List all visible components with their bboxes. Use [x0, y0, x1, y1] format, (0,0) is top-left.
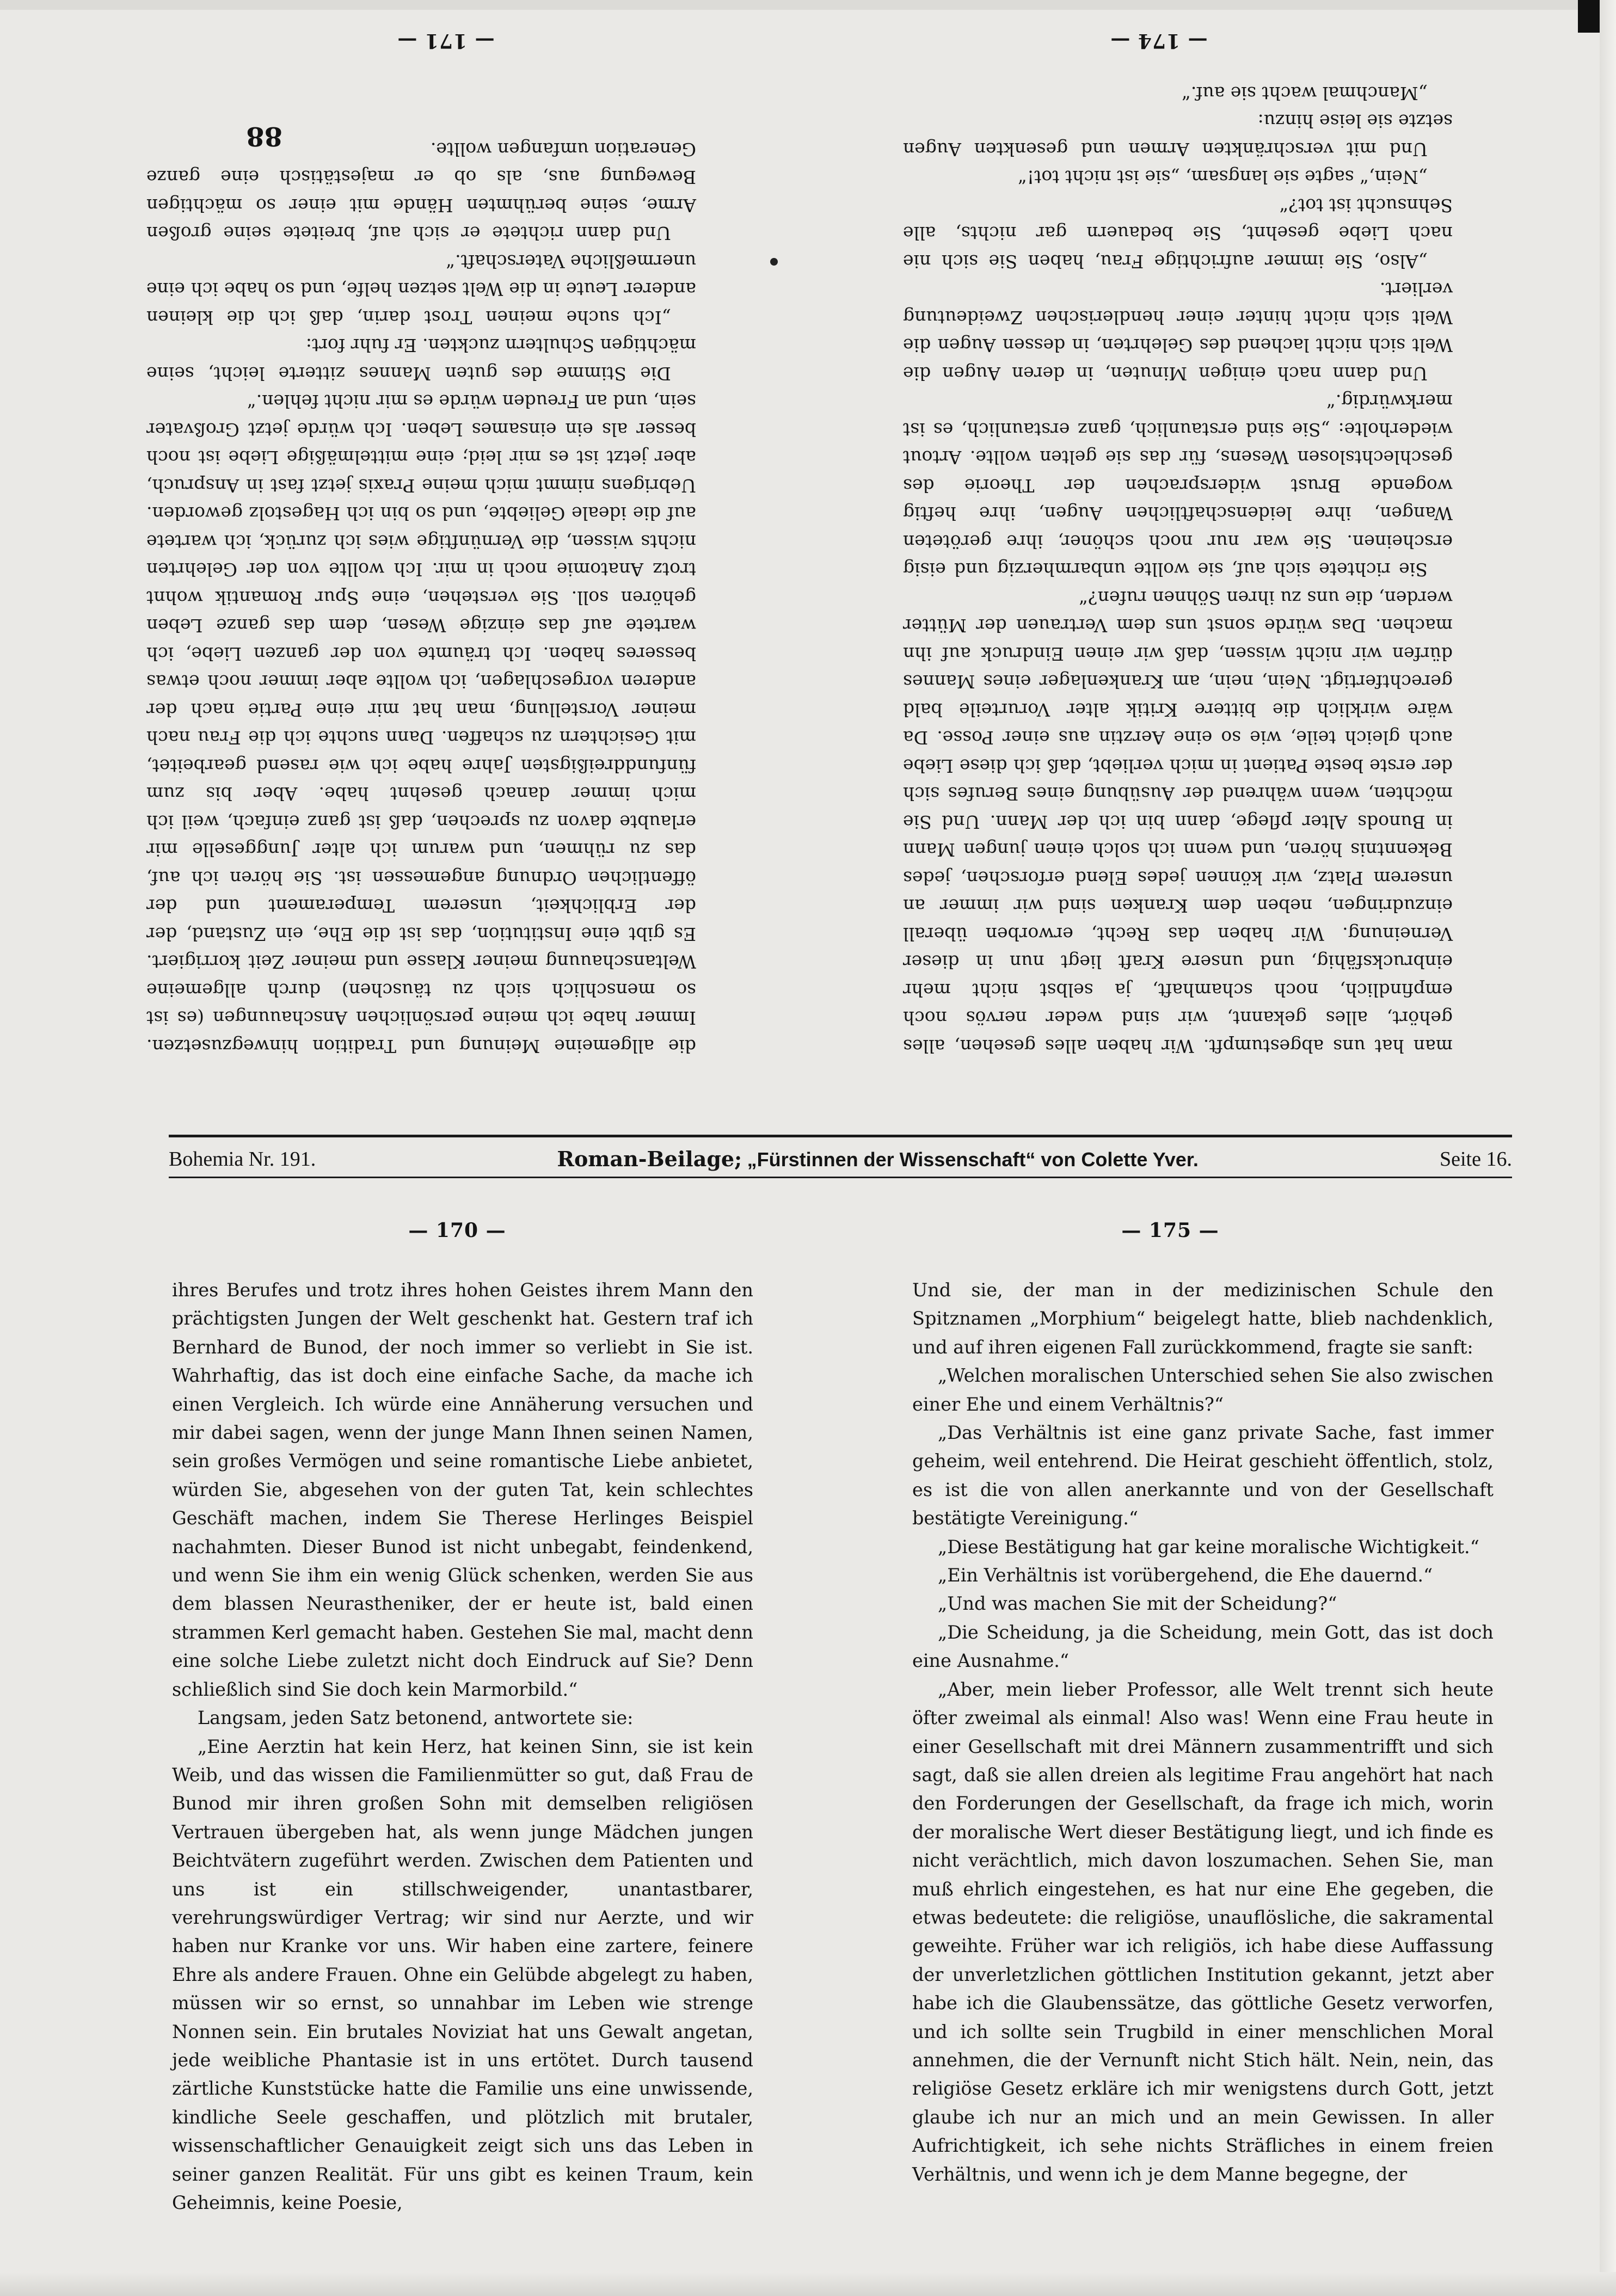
- paragraph: „Die Scheidung, ja die Scheidung, mein Gott, das ist doch eine Ausnahme.“: [912, 1621, 1494, 1672]
- paragraph: „Aber, mein lieber Professor, alle Welt trennt sich heute öfter zweimal als einmal! Also was! Wenn eine Frau heute in einer Gesellschaft mit drei Männern zusammentrifft und sich sagt, daß sie allen dreien als legitime Frau angehört hat nach den Forderungen der Gesellschaft, da frage ich mich, worin der moralische Wert dieser Bestätigung liegt, und ich finde es nicht verächtlich, mich davon loszumachen. Sehen Sie, man muß ehrlich eingestehen, es hat nur eine Ehe gegeben, die etwas bedeutete: die religiöse, unauflösliche, die sakramental geweihte. Früher war ich religiös, ich habe diese Auffassung der unverletzlichen göttlichen Institution gekannt, jetzt aber habe ich die Glaubenssätze, das göttliche Gesetz verworfen, und ich sollte sein Trugbild in einer menschlichen Moral annehmen, die der Vernunft nicht Stich hält. Nein, nein, das religiöse Gesetz erkläre ich mir wenigstens durch Gott, jetzt glaube ich nur an mich und an mein Gewissen. In aller Aufrichtigkeit, ich sehe nichts Sträfliches in einem freien Verhältnis, und wenn ich je dem Manne begegne, der: [912, 1678, 1494, 2185]
- paragraph: „Das Verhältnis ist eine ganz private Sache, fast immer geheim, weil entehrend. Die Heirat geschieht öffentlich, stolz, es ist die von allen anerkannte und von der Gesellschaft bestätigte Vereinigung.“: [912, 1422, 1494, 1529]
- paragraph: Und dann nach einigen Minuten, in deren Augen die Welt sich nicht lachend des Gelehrten, in dessen Augen die Welt sich nicht hinter einer hendlerischen Zweideutung verliert.: [903, 279, 1453, 384]
- paragraph: „Manchmal wacht sie auf.“: [1182, 83, 1428, 104]
- paragraph: Und mit verschränkten Armen und gesenkten Augen setzte sie leise hinzu:: [903, 110, 1453, 160]
- paragraph: „Und was machen Sie mit der Scheidung?“: [937, 1593, 1337, 1615]
- novel-title: „Fürstinnen der Wissenschaft“ von Colette Yver.: [747, 1148, 1199, 1171]
- issue-number: Bohemia Nr. 191.: [169, 1148, 316, 1171]
- paragraph: Langsam, jeden Satz betonend, antwortete sie:: [197, 1707, 634, 1729]
- paragraph: die allgemeine Meinung und Tradition hinwegzusetzen. Immer habe ich meine persönlichen Anschauungen (es ist so menschlich sich zu täuschen) durch allgemeine Weltanschauung meiner Klasse und meiner Zeit korrigiert. Es gibt eine Institution, das ist die Ehe, ein Zustand, der der Erblichkeit, unserem Temperament und der öffentlichen Ordnung angemessen ist. Sie hören ich auf, das zu rühmen, und warum ich alter Junggeselle mir erlaubte davon zu sprechen, daß ist ganz einfach, weil ich mich immer danach gesehnt habe. Aber bis zum fünfunddreißigsten Jahre habe ich wie rasend gearbeitet, mit Gesichtern zu schaffen. Dann suchte ich die Frau nach meiner Vorstellung, man hat mir eine Partie nach der anderen vorgeschlagen, ich wollte aber immer noch etwas besseres haben. Ich träumte von der ganzen Liebe, ich wartete auf das einzige Wesen, dem das ganze Leben gehören soll. Sie verstehen, eine Spur Romantik wohnt trotz Anatomie noch in mir. Ich wollte von der Gelehrten nichts wissen, die Vernünftige wies ich zurück, ich wartete auf die ideale Geliebte, und so bin ich Hagestolz geworden. Uebrigens nimmt mich meine Praxis jetzt fast in Anspruch, aber jetzt ist es mir leid; eine mittelmäßige Liebe ist noch besser als ein einsames Leben. Ich würde jetzt Großvater sein, und an Freuden würde es mir nicht fehlen.“: [146, 391, 696, 1057]
- series-title: Roman-Beilage;: [557, 1147, 742, 1171]
- paragraph: „Ein Verhältnis ist vorübergehend, die Ehe dauernd.“: [937, 1565, 1433, 1586]
- column-page-175: [912, 1276, 1494, 2189]
- paragraph: Und dann richtete er sich auf, breitete seine großen Arme, seine berühmten Hände mit einer so mächtigen Bewegung aus, als ob er majestätisch eine ganze Generation umfangen wollte.: [146, 139, 696, 244]
- paragraph: „Diese Bestätigung hat gar keine moralische Wichtigkeit.“: [937, 1536, 1479, 1558]
- inverted-upper-half: [0, 0, 1616, 1131]
- page-number-175: — 175 —: [1121, 1219, 1219, 1242]
- paragraph: „Ich suche meinen Trost darin, daß ich die kleinen anderer Leute in die Welt setzen helfe, und so habe ich eine unermeßliche Vaterschaft.“: [146, 251, 696, 328]
- header-rule-bottom: [169, 1177, 1512, 1178]
- sheet-page-number: Seite 16.: [1440, 1148, 1512, 1171]
- paragraph: „Also, Sie immer aufrichtige Frau, haben Sie sich nie nach Liebe gesehnt, Sie bedauern gar nichts, alle Sehnsucht ist tot?“: [903, 195, 1453, 272]
- paragraph: ihres Berufes und trotz ihres hohen Geistes ihrem Mann den prächtigsten Jungen der Welt geschenkt hat. Gestern traf ich Bernhard de Bunod, der noch immer so verliebt in Sie ist. Wahrhaftig, das ist doch eine einfache Sache, da mache ich einen Vergleich. Ich würde eine Annäherung versuchen und mir dabei sagen, wenn der junge Mann Ihnen seinen Namen, sein großes Vermögen und seine romantische Liebe anbietet, würden Sie, abgesehen von der guten Tat, kein schlechtes Geschäft machen, indem Sie Therese Herlinges Beispiel nachahmten. Dieser Bunod ist nicht unbegabt, feindenkend, und wenn Sie ihm ein wenig Glück schenken, werden Sie aus dem blassen Neurastheniker, der er heute ist, bald einen strammen Kerl gemacht haben. Gestehen Sie mal, macht denn eine solche Liebe zuletzt nicht doch Eindruck auf Sie? Denn schließlich sind Sie doch kein Marmorbild.“: [172, 1279, 753, 1700]
- paragraph: „Nein,“ sagte sie langsam, „sie ist nicht tot!“: [1017, 167, 1428, 188]
- ink-dot: [770, 258, 778, 266]
- paragraph: „Eine Aerztin hat kein Herz, hat keinen Sinn, sie ist kein Weib, und das wissen die Familienmütter so gut, daß Frau de Bunod mir ihren großen Sohn mit demselben religiösen Vertrauen übergeben hat, als wenn junge Mädchen jungen Beichtvätern zugeführt werden. Zwischen dem Patienten und uns ist ein stillschweigender, unantastbarer, verehrungswürdiger Vertrag; wir sind nur Aerzte, und wir haben nur Kranke vor uns. Wir haben eine zartere, feinere Ehre als andere Frauen. Ohne ein Gelübde abgelegt zu haben, müssen wir so ernst, so unnahbar im Leben wie strenge Nonnen sein. Ein brutales Noviziat hat uns Gewalt angetan, jede weibliche Phantasie ist in uns ertötet. Durch tausend zärtliche Kunststücke hatte die Familie uns eine unwissende, kindliche Seele geschaffen, und plötzlich mit brutaler, wissenschaftlicher Genauigkeit zeigt sich uns das Leben in seiner ganzen Realität. Für uns gibt es keinen Traum, kein Geheimnis, keine Poesie,: [172, 1735, 753, 2213]
- scan-bottom-edge: [0, 2272, 1616, 2296]
- paragraph: man hat uns abgestumpft. Wir haben alles gesehen, alles gehört, alles gekannt, wir sind weder nervös noch empfindlich, noch schamhaft, ja selbst nicht mehr einbrucksfähig, und unsere Kraft liegt nun in dieser Verneinung. Wir haben das Recht, erworben überall einzudringen, neben dem Kranken sind wir immer an unserem Platz, wir können jedes Elend erforschen, jedes Bekenntnis hören, und wenn ich solch einen jungen Mann in Bunods Alter pflege, dann bin ich der Mann. Und Sie möchten, wenn während der Ausübung eines Berufes sich der erste beste Patient in mich verliebt, daß ich diese Liebe auch gleich teile, wie so eine Aerztin aus einer Posse. Da wäre wirklich die bittere Kritik alter Vorurteile bald gerechtfertigt. Nein, nein, am Krankenlager eines Mannes dürfen wir nicht wissen, daß wir einen Eindruck auf ihn machen. Das würde sonst uns dem Vertrauen der Mütter werden, die uns zu ihren Söhnen rufen?“: [903, 587, 1453, 1057]
- supplement-header: [169, 1144, 1512, 1174]
- corner-printer-mark: 88: [246, 121, 282, 151]
- paragraph: Und sie, der man in der medizinischen Schule den Spitznamen „Morphium“ beigelegt hatte, blieb nachdenklich, und auf ihren eigenen Fall zurückkommend, fragte sie sanft:: [912, 1279, 1494, 1358]
- page-number-171: — 171 —: [397, 29, 495, 52]
- page-number-170: — 170 —: [408, 1219, 506, 1242]
- paragraph: Die Stimme des guten Mannes zitterte leicht, seine mächtigen Schultern zuckten. Er fuhr fort:: [146, 335, 696, 384]
- column-page-170: [172, 1276, 753, 2217]
- header-rule-top: [169, 1135, 1512, 1137]
- column-page-174: [146, 136, 696, 1061]
- page-number-174: — 174 —: [1110, 29, 1208, 52]
- paragraph: Sie richtete sich auf, sie wollte unbarmherzig und eisig erscheinen. Sie war nur noch schöner, ihre geröteten Wangen, ihre leidenschaftlichen Augen, ihre heftig wogende Brust widersprachen der Theorie des geschlechtslosen Wesens, für das sie gelten wollte. Artout wiederholte: „Sie sind erstaunlich, ganz erstaunlich, es ist merkwürdig.“: [903, 391, 1453, 581]
- column-page-171: [903, 79, 1453, 1061]
- paragraph: „Welchen moralischen Unterschied sehen Sie also zwischen einer Ehe und einem Verhältnis?“: [912, 1365, 1494, 1415]
